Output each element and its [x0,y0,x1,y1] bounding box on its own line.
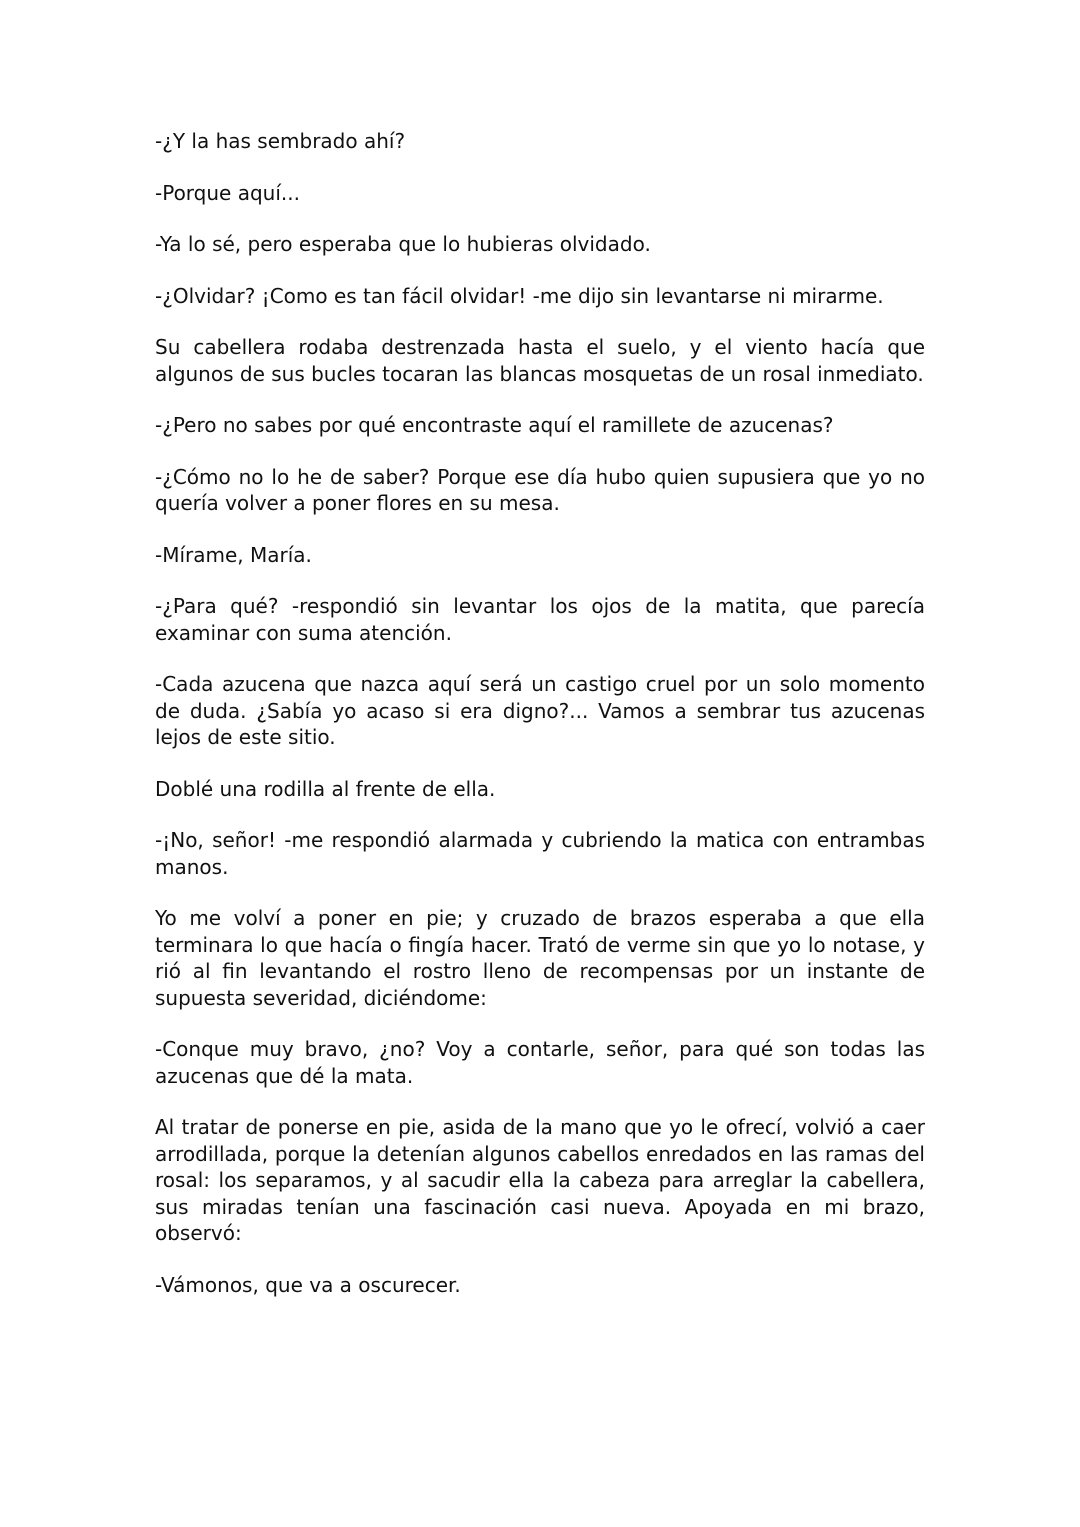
paragraph-5: Su cabellera rodaba destrenzada hasta el suelo, y el viento hacía que algunos de sus bucles tocaran las blancas mosquetas de un rosal inmediato. [155,335,925,386]
paragraph-3: -Ya lo sé, pero esperaba que lo hubieras olvidado. [155,232,651,256]
paragraph-8: -Mírame, María. [155,542,312,567]
paragraph-16: -Vámonos, que va a oscurecer. [155,1272,461,1297]
paragraph-15: Al tratar de ponerse en pie, asida de la mano que yo le ofrecí, volvió a caer arrodillada, porque la detenían algunos cabellos enredados en las ramas del rosal: los separamos, y al sacudir ella la cabeza para arreglar la cabellera, sus miradas tenían una fascinación casi nueva. Apoyada en mi brazo, observó: [155,1115,925,1245]
paragraph-14: -Conque muy bravo, ¿no? Voy a contarle, señor, para qué son todas las azucenas que dé la mata. [155,1037,925,1088]
document-body [155,128,925,1323]
paragraph-2: -Porque aquí... [155,180,300,205]
paragraph-7: -¿Cómo no lo he de saber? Porque ese día hubo quien supusiera que yo no quería volver a poner flores en su mesa. [155,464,925,515]
paragraph-6: -¿Pero no sabes por qué encontraste aquí el ramillete de azucenas? [155,413,834,437]
paragraph-9: -¿Para qué? -respondió sin levantar los ojos de la matita, que parecía examinar con suma atención. [155,594,925,645]
paragraph-13: Yo me volví a poner en pie; y cruzado de brazos esperaba a que ella terminara lo que hacía o fingía hacer. Trató de verme sin que yo lo notase, y rió al fin levantando el rostro lleno de recompensas por un instante de supuesta severidad, diciéndome: [155,906,925,1010]
paragraph-12: -¡No, señor! -me respondió alarmada y cubriendo la matica con entrambas manos. [155,828,925,879]
paragraph-4: -¿Olvidar? ¡Como es tan fácil olvidar! -me dijo sin levantarse ni mirarme. [155,283,884,308]
paragraph-10: -Cada azucena que nazca aquí será un castigo cruel por un solo momento de duda. ¿Sabía yo acaso si era digno?... Vamos a sembrar tus azucenas lejos de este sitio. [155,672,925,749]
paragraph-11: Doblé una rodilla al frente de ella. [155,776,496,801]
paragraph-1: -¿Y la has sembrado ahí? [155,129,406,153]
